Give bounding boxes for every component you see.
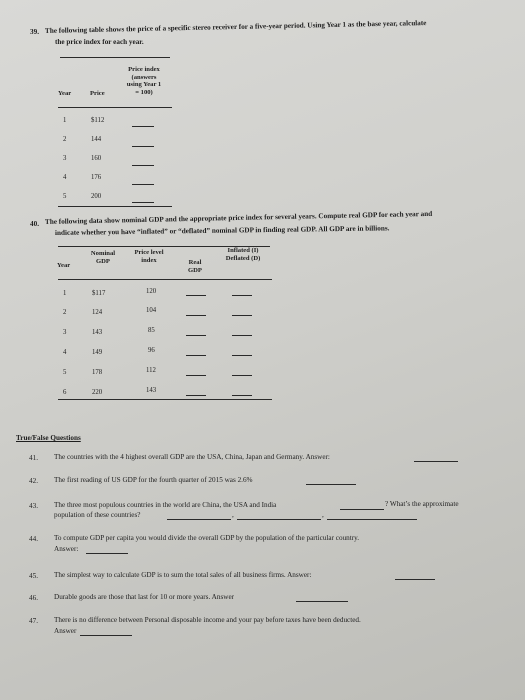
q42-number: 42. [29,477,38,485]
q43-comma-1: , [232,511,234,519]
q40-header-nominal [84,250,122,265]
q40-header-index-l2: index [141,256,157,264]
q39-table-bottom-rule [58,206,172,207]
q43-text-a: The three most populous countries in the world are China, the USA and India [54,501,277,509]
q40-year: 1 [63,290,67,297]
q40-header-real-l1: Real [188,259,202,266]
q40-text-line2: indicate whether you have “inflated” or “deflated” nominal GDP in finding real GDP. All GDP are in billions. [54,224,390,237]
q40-real-gdp-blank[interactable] [186,315,206,316]
q40-year: 6 [63,389,67,396]
q40-header-rule [58,279,272,280]
q43-population-blank-1[interactable] [167,519,231,520]
q41-answer-blank[interactable] [414,461,458,462]
q39-header-rule [58,107,172,108]
q40-real-gdp-blank[interactable] [186,335,206,336]
q40-year: 4 [63,349,67,356]
q40-price-index: 112 [146,367,156,374]
q44-answer-label: Answer: [54,545,79,553]
q42-text: The first reading of US GDP for the fourth quarter of 2015 was 2.6% [54,476,253,484]
q39-header-index-l1: Price index [128,66,160,73]
q46-text: Durable goods are those that last for 10 or more years. Answer [54,593,235,601]
q40-infdef-blank[interactable] [232,395,252,396]
q40-year: 2 [63,309,67,316]
q47-answer-label: Answer [54,627,77,635]
q46-answer-blank[interactable] [296,601,348,602]
q40-nominal-gdp: 143 [92,329,103,336]
q40-header-real [178,259,212,274]
q44-answer-blank[interactable] [86,553,128,554]
q39-answer-blank[interactable] [132,126,154,127]
q39-year: 3 [63,155,67,162]
q43-population-blank-3[interactable] [327,519,417,520]
q40-header-real-l2: GDP [188,266,202,274]
q40-header-nominal-l1: Nominal [90,250,116,257]
q39-number: 39. [30,28,39,36]
q40-infdef-blank[interactable] [232,295,252,296]
q40-header-nominal-l2: GDP [96,257,110,265]
q43-comma-2: , [322,511,324,519]
q45-text: The simplest way to calculate GDP is to sum the total sales of all business firms. Answer: [54,571,312,579]
q47-answer-blank[interactable] [80,635,132,636]
q47-text: There is no difference between Personal disposable income and your pay before taxes have been deducted. [54,616,361,624]
q40-real-gdp-blank[interactable] [186,355,206,356]
q40-nominal-gdp: 124 [92,309,103,316]
q40-header-year: Year [57,262,71,269]
q40-header-index-l1: Price level [134,249,164,256]
q39-price: 160 [91,155,102,162]
q39-text-line2: the price index for each year. [55,38,144,46]
q40-real-gdp-blank[interactable] [186,295,206,296]
q40-price-index: 104 [146,307,157,314]
q39-header-index [116,66,172,96]
q39-year: 2 [63,136,67,143]
q39-header-index-l3: using Year 1 [126,81,162,88]
q39-answer-blank[interactable] [132,184,154,185]
q40-table-bottom-rule [58,399,272,400]
q42-answer-blank[interactable] [306,484,356,485]
q39-price: 200 [91,193,102,200]
q40-infdef-blank[interactable] [232,375,252,376]
q41-number: 41. [29,454,38,462]
q43-population-blank-2[interactable] [237,519,321,520]
q40-infdef-blank[interactable] [232,355,252,356]
q40-text-line1: The following data show nominal GDP and the appropriate price index for several years. Compute real GDP for each year and [44,209,433,226]
q39-price: 176 [91,174,102,181]
q40-price-index: 120 [146,288,157,295]
q40-price-index: 96 [148,347,155,354]
q39-table-top-rule [60,57,170,58]
q41-text: The countries with the 4 highest overall GDP are the USA, China, Japan and Germany. Answer: [54,453,330,461]
q39-year: 1 [63,117,67,124]
q40-real-gdp-blank[interactable] [186,395,206,396]
q39-price: $112 [91,117,105,124]
q39-year: 4 [63,174,67,181]
q40-header-infdef [214,247,272,262]
q39-header-price: Price [90,90,105,97]
q39-answer-blank[interactable] [132,202,154,203]
q40-infdef-blank[interactable] [232,335,252,336]
q40-header-deflated: Deflated (D) [225,254,261,262]
true-false-heading: True/False Questions [16,434,81,442]
q40-price-index: 143 [146,387,157,394]
q40-number: 40. [30,220,39,228]
q40-nominal-gdp: 178 [92,369,103,376]
q46-number: 46. [29,594,38,602]
q47-number: 47. [29,617,38,625]
q45-number: 45. [29,572,38,580]
q39-header-index-l2: (answers [131,73,157,81]
q40-year: 3 [63,329,67,336]
q44-text: To compute GDP per capita you would divide the overall GDP by the population of the particular country. [54,534,360,542]
q40-nominal-gdp: 149 [92,349,103,356]
q39-price: 144 [91,136,102,143]
q39-year: 5 [63,193,67,200]
q39-header-year: Year [58,90,72,97]
q40-nominal-gdp: 220 [92,389,103,396]
q40-infdef-blank[interactable] [232,315,252,316]
q40-real-gdp-blank[interactable] [186,375,206,376]
q39-answer-blank[interactable] [132,165,154,166]
q40-header-inflated: Inflated (I) [227,247,259,254]
q40-nominal-gdp: $117 [92,290,106,297]
q39-text-line1: The following table shows the price of a specific stereo receiver for a five-year period. Using Year 1 as the base year, calculate [44,19,427,35]
q44-number: 44. [29,535,38,543]
q45-answer-blank[interactable] [395,579,435,580]
q43-answer-blank[interactable] [340,509,384,510]
q40-header-index [124,249,174,264]
q43-text-b: ? What’s the approximate [385,500,459,508]
q40-year: 5 [63,369,67,376]
q43-number: 43. [29,502,38,510]
q39-answer-blank[interactable] [132,146,154,147]
q43-text-line2: population of these countries? [54,511,141,519]
q40-price-index: 85 [148,327,155,334]
q39-header-index-l4: = 100) [135,88,153,96]
